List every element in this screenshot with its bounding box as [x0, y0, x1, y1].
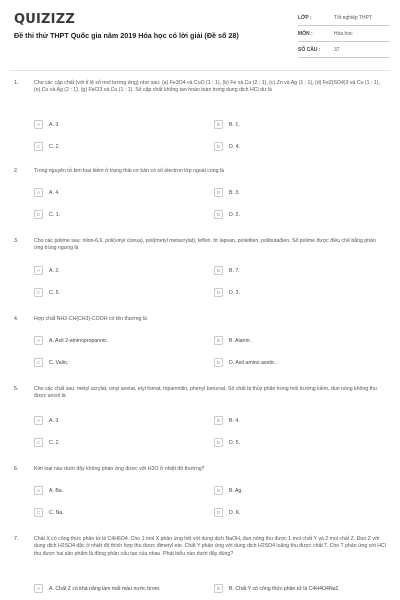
header-divider — [10, 70, 390, 71]
option-c[interactable] — [34, 356, 204, 369]
option-letter: A — [34, 584, 43, 593]
option-b[interactable] — [214, 334, 384, 347]
option-letter: B — [214, 336, 223, 345]
option-letter: A — [34, 120, 43, 129]
option-text: A. Chất Z có khả năng làm mất màu nước brom. — [49, 585, 161, 592]
option-letter: C — [34, 142, 43, 151]
option-c[interactable] — [34, 436, 204, 449]
option-letter: A — [34, 486, 43, 495]
option-letter: A — [34, 416, 43, 425]
question-text: Cho các chất sau: metyl acrylat, vinyl axetat, etyl fomat, tripanmitin, phenyl benzoat. Số chất bị thủy phân trong môi trường kiềm, đun nóng không thu được ancol là — [34, 386, 377, 400]
option-letter: C — [34, 210, 43, 219]
question-number: 3. — [14, 238, 19, 244]
question-number: 7. — [14, 536, 19, 542]
option-a[interactable] — [34, 334, 204, 347]
option-text: C. 1. — [49, 211, 60, 218]
option-text: C. Na. — [49, 509, 64, 516]
option-letter: B — [214, 266, 223, 275]
option-b[interactable] — [214, 264, 384, 277]
option-letter: B — [214, 584, 223, 593]
option-a[interactable] — [34, 264, 204, 277]
option-text: B. 1. — [229, 121, 240, 128]
meta-label: LỚP : — [298, 14, 312, 21]
option-text: D. 4. — [229, 143, 240, 150]
option-text: B. Alanin. — [229, 337, 251, 344]
option-letter: D — [214, 358, 223, 367]
option-text: B. 7. — [229, 267, 240, 274]
question-text: Chất X có công thức phân tử là C4H6O4. Cho 1 mol X phản ứng hết với dung dịch NaOH, đun nóng thu được 1 mol chất Y và 2 mol chất Z. Đun Z với dung dịch H2SO4 đặc ở nhiệt độ thích hợp thu được đimetyl ete. Chất Y phản ứng với dung dịch H2SO4 loãng thu được chất T. Cho T phản ứng với HCl thu được hai sản phẩm là đồng phân cấu tạo của nhau. Phát biểu nào dưới đây đúng? — [34, 536, 386, 557]
option-text: B. Chất Y có công thức phân tử là C4H4O4Na2. — [229, 585, 340, 592]
option-text: A. Axit 2-aminopropanoic. — [49, 337, 109, 344]
document-header — [0, 0, 400, 64]
meta-row-class — [298, 10, 390, 26]
option-d[interactable] — [214, 506, 384, 519]
option-letter: C — [34, 438, 43, 447]
option-d[interactable] — [214, 356, 384, 369]
meta-table — [298, 10, 390, 58]
question-text: Hợp chất NH2-CH(CH3)-COOH có tên thường là — [34, 316, 147, 322]
option-letter: D — [214, 210, 223, 219]
option-b[interactable] — [214, 484, 384, 497]
quizizz-logo: QUIZIZZ — [14, 12, 75, 27]
option-letter: A — [34, 266, 43, 275]
option-text: A. 3. — [49, 121, 60, 128]
question-number: 5. — [14, 386, 19, 392]
option-letter: D — [214, 142, 223, 151]
option-b[interactable] — [214, 414, 384, 427]
option-letter: B — [214, 486, 223, 495]
option-letter: D — [214, 438, 223, 447]
document-title: Đề thi thử THPT Quốc gia năm 2019 Hóa học có lời giải (Đề số 28) — [14, 31, 239, 40]
option-text: C. Valin. — [49, 359, 69, 366]
option-b[interactable] — [214, 118, 384, 131]
option-text: D. 3. — [229, 289, 240, 296]
option-letter: A — [34, 188, 43, 197]
option-text: C. 5. — [49, 289, 60, 296]
option-d[interactable] — [214, 208, 384, 221]
option-letter: B — [214, 120, 223, 129]
option-b[interactable] — [214, 186, 384, 199]
option-letter: B — [214, 416, 223, 425]
option-c[interactable] — [34, 140, 204, 153]
meta-value: 37 — [334, 46, 340, 53]
option-letter: C — [34, 508, 43, 517]
option-a[interactable] — [34, 118, 204, 131]
option-a[interactable] — [34, 414, 204, 427]
question-text: Kim loại nào dưới đây không phản ứng được với H2O ở nhiệt độ thường? — [34, 466, 205, 472]
option-text: D. Axit amino axetic. — [229, 359, 276, 366]
option-text: C. 2. — [49, 143, 60, 150]
meta-row-subject — [298, 26, 390, 42]
option-a[interactable] — [34, 484, 204, 497]
option-text: A. 4. — [49, 189, 60, 196]
option-c[interactable] — [34, 208, 204, 221]
option-text: A. Ba. — [49, 487, 64, 494]
question-text: Cho các polime sau: nilon-6,6, poli(vinyl clorua), poli(metyl metacrylat), teflon, tơ lapsan, polietilen, polibutađien. Số polime được điều chế bằng phản ứng trùng ngưng là — [34, 238, 376, 252]
question-text: Trong nguyên tử kim loại kiềm ở trạng thái cơ bản có số electron lớp ngoài cùng là — [34, 168, 224, 174]
option-text: D. K. — [229, 509, 241, 516]
option-a[interactable] — [34, 582, 204, 595]
meta-value: Tốt nghiệp THPT — [334, 14, 372, 21]
option-d[interactable] — [214, 140, 384, 153]
option-text: C. 2. — [49, 439, 60, 446]
meta-label: SỐ CÂU : — [298, 46, 321, 53]
option-text: D. 2. — [229, 211, 240, 218]
option-c[interactable] — [34, 506, 204, 519]
option-letter: D — [214, 508, 223, 517]
question-text: Cho các cặp chất (với tỉ lệ số mol tương ứng) như sau: (a) Fe3O4 và CuO (1 : 1), (b) Fe và Cu (2 : 1), (c) Zn và Ag (1 : 1), (d) Fe2(SO4)3 và Cu (1 : 1), (e) Cu và Ag (2 : 1), (g) FeCl3 và Cu (1 : 1). Số cặp chất không tan hoàn toàn trong dung dịch HCl dư là — [34, 80, 380, 94]
question-number: 1. — [14, 80, 19, 86]
option-text: B. 3. — [229, 189, 240, 196]
question-number: 4. — [14, 316, 19, 322]
option-letter: C — [34, 288, 43, 297]
option-d[interactable] — [214, 436, 384, 449]
option-text: A. 2. — [49, 267, 60, 274]
meta-label: MÔN : — [298, 30, 313, 37]
option-b[interactable] — [214, 582, 384, 595]
option-a[interactable] — [34, 186, 204, 199]
option-letter: D — [214, 288, 223, 297]
option-d[interactable] — [214, 286, 384, 299]
option-text: A. 3. — [49, 417, 60, 424]
option-letter: B — [214, 188, 223, 197]
option-c[interactable] — [34, 286, 204, 299]
question-number: 6. — [14, 466, 19, 472]
option-text: B. Ag. — [229, 487, 243, 494]
option-letter: A — [34, 336, 43, 345]
meta-value: Hóa học — [334, 30, 353, 37]
meta-row-count — [298, 42, 390, 58]
question-number: 2. — [14, 168, 19, 174]
option-text: B. 4. — [229, 417, 240, 424]
option-letter: C — [34, 358, 43, 367]
option-text: D. 5. — [229, 439, 240, 446]
